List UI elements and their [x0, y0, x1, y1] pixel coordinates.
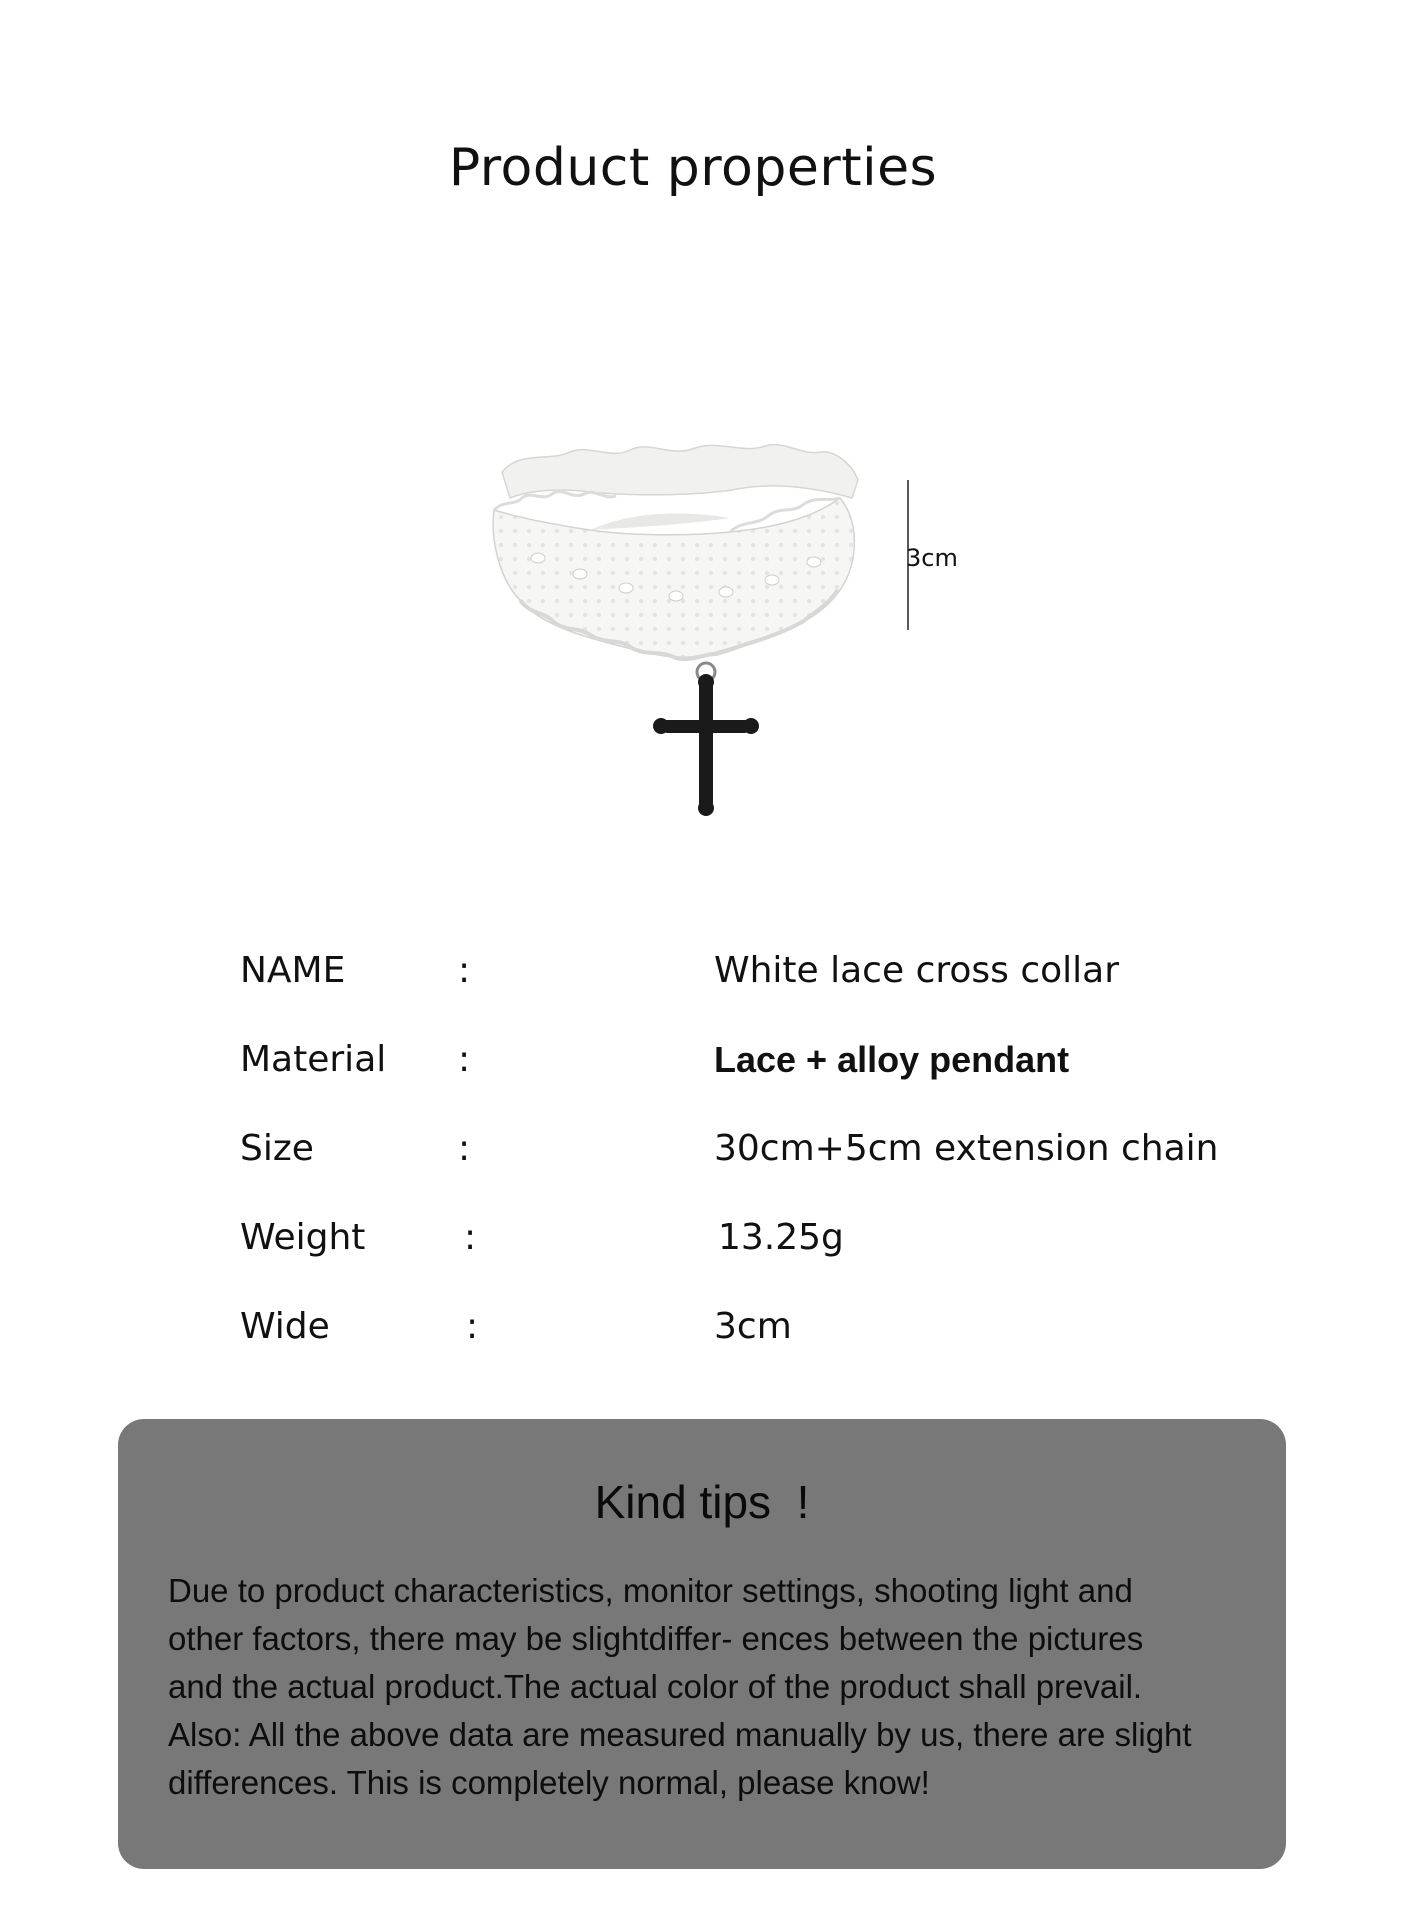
- property-colon: :: [466, 1306, 479, 1347]
- tips-line: and the actual product.The actual color of the product shall prevail.: [168, 1668, 1143, 1705]
- properties-table: [240, 950, 1240, 1395]
- property-colon: :: [458, 1128, 471, 1169]
- kind-tips-box: [118, 1419, 1286, 1869]
- tips-line: differences. This is completely normal, please know!: [168, 1764, 930, 1801]
- kind-tips-text: [168, 1567, 1248, 1807]
- property-value: 30cm+5cm extension chain: [714, 1128, 1219, 1169]
- page-title: Product properties: [448, 138, 938, 198]
- property-colon: :: [458, 950, 471, 991]
- property-colon: :: [464, 1217, 477, 1258]
- kind-tips-title: Kind tips !: [594, 1476, 810, 1528]
- property-value: 13.25g: [718, 1217, 844, 1258]
- property-row-weight: [240, 1217, 1240, 1306]
- property-row-wide: [240, 1306, 1240, 1395]
- property-label: Wide: [240, 1306, 330, 1347]
- property-label: Size: [240, 1128, 314, 1169]
- property-row-name: [240, 950, 1240, 1039]
- tips-line: other factors, there may be slightdiffer- ences between the pictures: [168, 1620, 1144, 1657]
- dimension-label: 3cm: [906, 544, 958, 572]
- property-value: White lace cross collar: [714, 950, 1120, 991]
- property-colon: :: [458, 1039, 471, 1080]
- lace-collar-image: [480, 440, 1000, 830]
- property-label: Material: [240, 1039, 387, 1080]
- property-value: Lace + alloy pendant: [714, 1039, 1070, 1080]
- property-row-material: [240, 1039, 1240, 1128]
- tips-line: Also: All the above data are measured manually by us, there are slight: [168, 1716, 1192, 1753]
- tips-line: Due to product characteristics, monitor settings, shooting light and: [168, 1572, 1133, 1609]
- property-row-size: [240, 1128, 1240, 1217]
- property-value: 3cm: [714, 1306, 792, 1347]
- collar-ruffle: [493, 445, 858, 659]
- cross-pendant-icon: [653, 674, 759, 816]
- property-label: NAME: [240, 950, 346, 991]
- property-label: Weight: [240, 1217, 366, 1258]
